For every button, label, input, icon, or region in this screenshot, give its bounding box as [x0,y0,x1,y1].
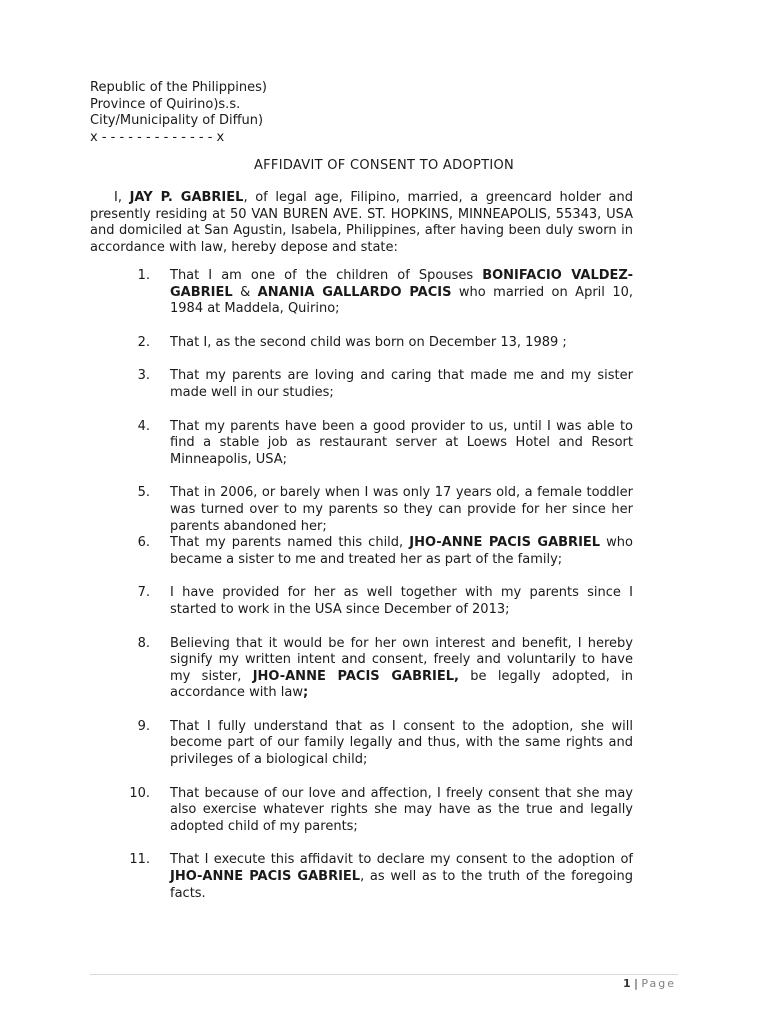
intro-post: , of legal age, Filipino, married, a greencard holder and presently residing at 50 VAN BUREN AVE. ST. HOPKINS, MINNEAPOLIS, 55343, USA and domiciled at San Agustin, Isabela, Philippines, after having been duly sworn in accordance with law, hereby depose and state: [90,190,633,255]
header-line-province: Province of Quirino)s.s. [90,96,241,112]
item-text: & [232,284,258,300]
item-number: 6. [137,535,150,551]
page-footer [623,977,676,990]
list-item [120,535,633,568]
item-text: That because of our love and affection, I freely consent that she may also exercise whatever rights she may have as the true and legally adopted child of my parents; [170,785,633,834]
item-number: 2. [137,334,150,350]
affiant-name: JAY P. GABRIEL [129,190,244,205]
list-item [120,368,633,401]
item-number: 4. [137,418,150,434]
item-text: That I, as the second child was born on December 13, 1989 ; [170,334,567,350]
item-number: 3. [137,368,150,384]
item-number: 1. [137,268,150,283]
parent-name-mother: ANANIA GALLARDO PACIS [257,284,452,300]
header-line-separator: x - - - - - - - - - - - - - x [90,129,225,145]
item-text: who became a sister to me and treated her as part of the family; [170,535,633,567]
item-text: That my parents have been a good provider to us, until I was able to find a stable job as restaurant server at Loews Hotel and Resort Minneapolis, USA; [170,418,633,467]
child-name: JHO-ANNE PACIS GABRIEL [170,869,361,885]
item-text: That my parents are loving and caring that made me and my sister made well in our studies; [170,368,633,400]
child-name: JHO-ANNE PACIS GABRIEL [409,535,601,551]
item-number: 11. [129,852,150,868]
item-number: 10. [129,785,150,801]
item-number: 9. [137,718,150,734]
item-text: That I fully understand that as I consent to the adoption, she will become part of our family legally and thus, with the same rights and privileges of a biological child; [170,718,633,768]
list-item [120,852,633,902]
list-item [120,485,633,535]
child-name: JHO-ANNE PACIS GABRIEL, [252,668,459,684]
list-item [120,636,633,702]
item-text: I have provided for her as well together with my parents since I started to work in the USA since December of 2013; [170,585,633,617]
list-item [120,585,633,618]
list-item [120,268,633,318]
item-text: ; [303,685,309,701]
item-text: That I execute this affidavit to declare my consent to the adoption of [170,852,633,868]
intro-pre: I, [114,190,130,205]
jurisdiction-header [90,80,267,146]
page-separator: | [630,977,642,990]
list-item [120,419,633,469]
header-line-city: City/Municipality of Diffun) [90,113,264,128]
header-line-republic: Republic of the Philippines) [90,80,267,95]
item-text: That I am one of the children of Spouses [170,268,483,283]
item-text: Believing that it would be for her own interest and benefit, I hereby signify my written intent and consent, freely and voluntarily to have my sister, [170,635,633,684]
item-text: who married on April 10, 1984 at Maddela, Quirino; [170,284,633,317]
footer-divider [90,974,678,975]
statement-list [120,268,633,902]
page-label: Page [641,977,676,990]
list-item [120,786,633,836]
item-text: be legally adopted, in accordance with law [170,668,633,701]
item-number: 7. [137,585,150,601]
list-item [120,335,633,352]
page-number: 1 [623,977,631,990]
intro-paragraph [90,190,633,256]
parent-name-father: BONIFACIO VALDEZ-GABRIEL [170,268,633,300]
item-number: 8. [137,635,150,651]
item-text: That my parents named this child, [170,535,410,551]
document-title: AFFIDAVIT OF CONSENT TO ADOPTION [253,158,515,173]
list-item [120,719,633,769]
item-number: 5. [137,485,150,501]
item-text: That in 2006, or barely when I was only 17 years old, a female toddler was turned over to my parents so they can provide for her since her parents abandoned her; [170,485,633,534]
item-text: , as well as to the truth of the foregoing facts. [170,869,633,901]
